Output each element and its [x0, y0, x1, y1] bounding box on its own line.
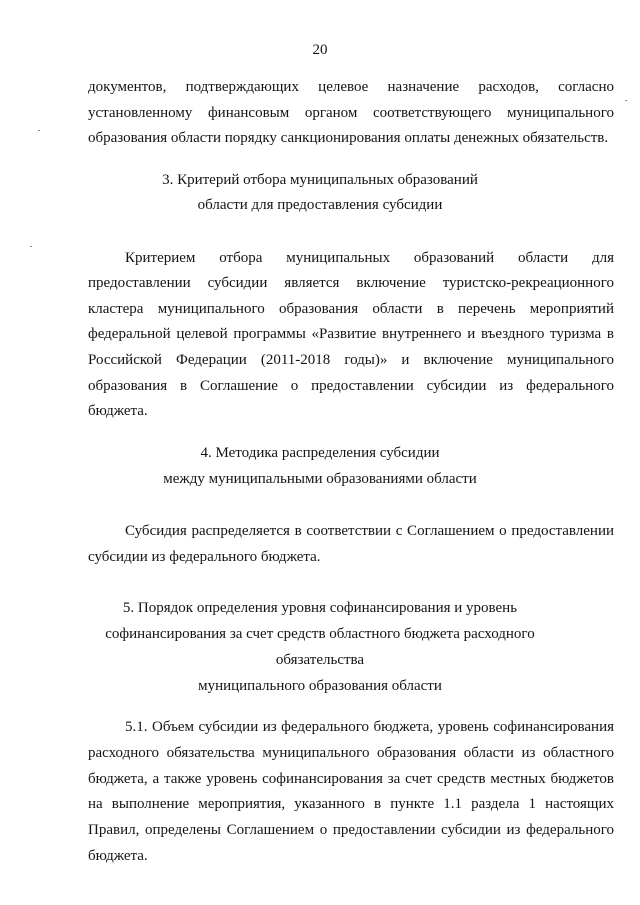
section-3-body-line-7: бюджета. [88, 403, 148, 419]
section-5-body-line-6: бюджета. [88, 848, 148, 864]
section-3-body-line-2: предоставлении субсидии является включение туристско-рекреационного [88, 275, 614, 291]
section-3-body-line-3: кластера муниципального образования области в перечень мероприятий [88, 301, 614, 317]
section-4-body-line-2: субсидии из федерального бюджета. [88, 549, 321, 565]
section-3-body-line-5: Российской Федерации (2011-2018 годы)» и включение муниципального [88, 352, 614, 368]
section-3-body-line-4: федеральной целевой программы «Развитие внутреннего и въездного туризма в [88, 326, 614, 342]
intro-line-2: установленному финансовым органом соответствующего муниципального [88, 105, 614, 121]
scan-speck [625, 100, 627, 101]
section-5-heading-line-2: софинансирования за счет средств областного бюджета расходного [105, 626, 535, 642]
section-5-body-line-3: бюджета, а также уровень софинансирования за счет средств местных бюджетов [88, 771, 614, 787]
section-5-body-line-1: 5.1. Объем субсидии из федерального бюджета, уровень софинансирования [125, 719, 614, 735]
intro-line-1: документов, подтверждающих целевое назначение расходов, согласно [88, 79, 614, 95]
section-5-heading-line-1: 5. Порядок определения уровня софинансирования и уровень [122, 600, 518, 616]
section-4-heading-line-1: 4. Методика распределения субсидии [200, 445, 440, 461]
section-3-body-line-1: Критерием отбора муниципальных образований области для [125, 250, 614, 266]
section-5-heading-line-3: обязательства [275, 652, 365, 668]
section-3-heading-line-1: 3. Критерий отбора муниципальных образований [162, 172, 478, 188]
section-5-heading-line-4: муниципального образования области [198, 678, 442, 694]
scan-speck [38, 130, 40, 131]
section-3-heading-line-2: области для предоставления субсидии [197, 197, 443, 213]
scan-speck [30, 246, 32, 247]
section-4-body-line-1: Субсидия распределяется в соответствии с Соглашением о предоставлении [125, 523, 614, 539]
section-4-heading-line-2: между муниципальными образованиями области [163, 471, 477, 487]
section-5-body-line-4: на выполнение мероприятия, указанного в пункте 1.1 раздела 1 настоящих [88, 796, 614, 812]
section-5-body-line-2: расходного обязательства муниципального образования области из областного [88, 745, 614, 761]
intro-line-3: образования области порядку санкционирования оплаты денежных обязательств. [88, 130, 609, 146]
page-number: 20 [312, 42, 328, 58]
section-3-body-line-6: образования в Соглашение о предоставлении субсидии из федерального [88, 378, 614, 394]
section-5-body-line-5: Правил, определены Соглашением о предоставлении субсидии из федерального [88, 822, 614, 838]
